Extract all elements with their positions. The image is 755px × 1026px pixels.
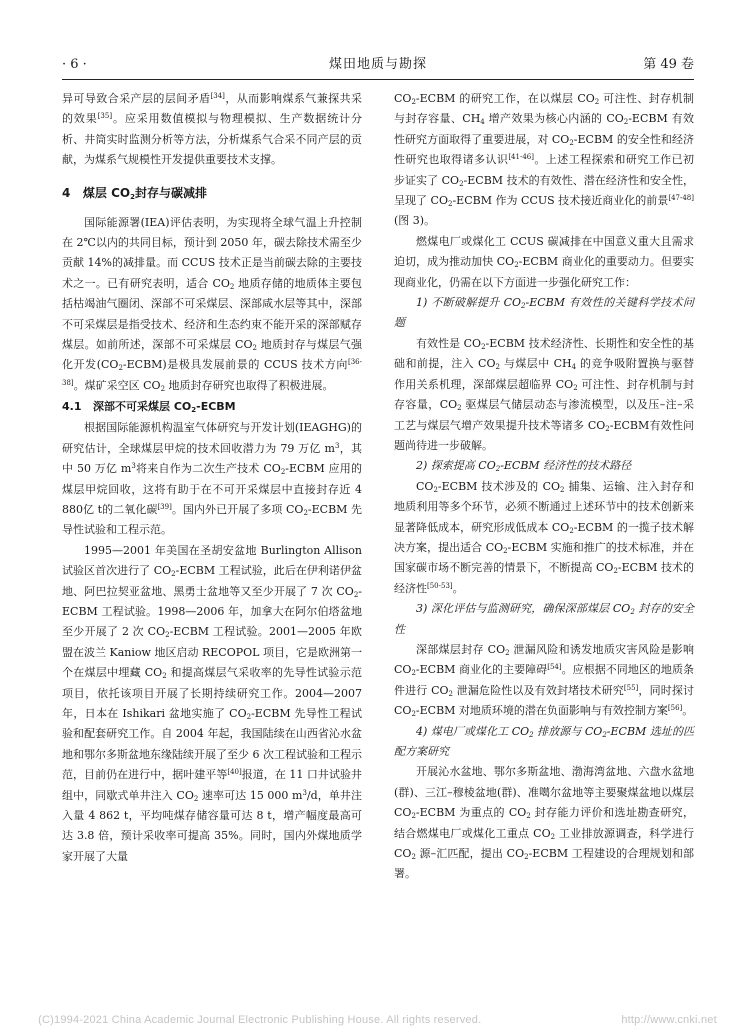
- paragraph: 开展沁水盆地、鄂尔多斯盆地、渤海湾盆地、六盘水盆地(群)、三江–穆棱盆地(群)、准噶尔盆地等主要聚煤盆地以煤层 $CO_2$-ECBM 为重点的 $CO_2$ 封存能力评价和选址勘查研究，结合燃煤电厂或煤化工重点 $CO_2$ 工业排放源调查，科学进行 $CO_2$ 源–汇匹配，提出 $CO_2$-ECBM 工程建设的合理规划和部署。: [394, 765, 695, 881]
- paragraph: 根据国际能源机构温室气体研究与开发计划(IEAGHG)的研究估计，全球煤层甲烷的技术回收潜力为 79 万亿 $m^3$，其中 50 万亿 $m^3$将来自作为二次生产技术 $CO_2$-ECBM 应用的煤层甲烷回收，这将有助于在不可开采煤层中直接封存近 4 880亿 t的二氧化碳[39]。国内外已开展了多项 $CO_2$-ECBM 先导性试验和工程示范。: [62, 421, 363, 537]
- subheading-3: 3) 深化评估与监测研究，确保深部煤层 $CO_2$ 封存的安全性: [394, 602, 694, 636]
- footer-url: http://www.cnki.net: [621, 1014, 717, 1026]
- right-column: [394, 89, 694, 885]
- header-rule: [62, 79, 694, 80]
- paragraph: 深部煤层封存 $CO_2$ 泄漏风险和诱发地质灾害风险是影响 $CO_2$-ECBM 商业化的主要障碍[54]。应根据不同地区的地质条件进行 $CO_2$ 泄漏危险性以及有效封堵技术研究[55]，同时探讨 $CO_2$-ECBM 对地质环境的潜在负面影响与有效控制方案[56]。: [394, 642, 695, 719]
- copyright-text: (C)1994-2021 China Academic Journal Electronic Publishing House. All rights reserved.: [38, 1014, 482, 1026]
- left-column: [62, 89, 362, 867]
- paragraph: $CO_2$-ECBM 技术涉及的 $CO_2$ 捕集、运输、注入封存和地质利用等多个环节，必须不断通过上述环节中的技术创新来显著降低成本，研究形成低成本 $CO_2$-ECBM 的一揽子技术解决方案，提出适合 $CO_2$-ECBM 实施和推广的技术标准，并在国家碳市场不断完善的情景下，不断提高 $CO_2$-ECBM 技术的经济性[50-53]。: [394, 479, 694, 595]
- paragraph: 1995—2001 年美国在圣胡安盆地 Burlington Allison 试验区首次进行了 $CO_2$-ECBM 工程试验，此后在伊利诺伊盆地、阿巴拉契亚盆地、黑勇士盆地等又至少开展了 7 次 $CO_2$-ECBM 工程试验。1998—2006 年，加拿大在阿尔伯塔盆地至少开展了 2 次 $CO_2$-ECBM 工程试验。2001—2005 年欧盟在波兰 Kaniow 地区启动 RECOPOL 项目，它是欧洲第一个在煤层中埋藏 $CO_2$ 和提高煤层气采收率的先导性试验示范项目，依托该项目开展了长期持续研究工作。2004—2007 年，日本在 Ishikari 盆地实施了 $CO_2$-ECBM 先导性工程试验和配套研究工作。自 2004 年起，我国陆续在山西省沁水盆地和鄂尔多斯盆地东缘陆续开展了至少 6 次工程试验和工程示范，目前仍在进行中，据叶建平等[40]报道，在 11 口井试验井组中，同歇式单井注入 $CO_2$ 速率可达 15 000 $m^3/d$，单井注入量 4 862 t，平均吨煤存储容量可达 8 t，增产幅度最高可达 3.8 倍，预计采收率可提高 35%。同时，国内外煤地质学家开展了大量: [62, 543, 362, 863]
- subheading-2: 2) 探索提高 $CO_2$-ECBM 经济性的技术路径: [416, 459, 632, 474]
- paragraph: 有效性是 $CO_2$-ECBM 技术经济性、长期性和安全性的基础和前提，注入 $CO_2$ 与煤层中 $CH_4$ 的竞争吸附置换与驱替作用关系机理，深部煤层超临界 $CO_2$ 可注性、封存机制与封存容量，$CO_2$ 驱煤层气储层动态与渗流模型，以及压–注–采工艺与煤层气增产效果提升技术等诸多 $CO_2$-ECBM有效性问题尚待进一步破解。: [394, 336, 695, 452]
- paragraph-continued: 异可导致合采产层的层间矛盾[34]，从而影响煤系气兼探共采的效果[35]。应采用数值模拟与物理模拟、生产数据统计分析、井筒实时监测分析等方法，分析煤系气合采不同产层的贡献，为煤系气规模性开发提供重要技术支撑。: [62, 92, 363, 167]
- journal-title: 煤田地质与勘探: [328, 57, 427, 72]
- paragraph-continued: $CO_2$-ECBM 的研究工作，在以煤层 $CO_2$ 可注性、封存机制与封存容量、$CH_4$ 增产效果为核心内涵的 $CO_2$-ECBM 有效性研究方面取得了重要进展，对 $CO_2$-ECBM 的安全性和经济性研究也取得诸多认识[41-46]。上述工程探索和研究工作已初步证实了 $CO_2$-ECBM 技术的有效性、潜在经济性和安全性，呈现了 $CO_2$-ECBM 作为 CCUS 技术接近商业化的前景[47-48](图 3)。: [394, 92, 695, 228]
- volume-label: 第 49 卷: [643, 57, 694, 72]
- footer-watermark: [0, 1014, 755, 1026]
- subheading-4: 4) 煤电厂或煤化工 $CO_2$ 排放源与 $CO_2$-ECBM 选址的匹配方案研究: [394, 724, 694, 758]
- section-heading-4: 4 煤层 $CO_2$封存与碳减排: [62, 185, 207, 201]
- paragraph: 国际能源署(IEA)评估表明，为实现将全球气温上升控制在 2℃以内的共同目标，预计到 2050 年，碳去除技术需至少贡献 14%的减排量。而 CCUS 技术正是当前碳去除的主要技术之一。已有研究表明，适合 $CO_2$ 地质存储的地质体主要包括枯竭油气圈闭、深部不可采煤层、深部咸水层等其中，深部不可采煤层是指受技术、经济和生态约束不能开采的深部赋存煤层。如前所述，深部不可采煤层 $CO_2$ 地质封存与煤层气强化开发$(CO_2-ECBM)$是极具发展前景的 CCUS 技术方向[36-38]。煤矿采空区 $CO_2$ 地质封存研究也取得了积极进展。: [62, 215, 363, 393]
- section-heading-4-1: 4.1 深部不可采煤层 $CO_2$-ECBM: [62, 400, 236, 415]
- subheading-1: 1) 不断破解提升 $CO_2$-ECBM 有效性的关键科学技术问题: [394, 296, 695, 330]
- paragraph: 燃煤电厂或煤化工 CCUS 碳减排在中国意义重大且需求迫切，成为推动加快 $CO_2$-ECBM 商业化的重要动力。但要实现商业化，仍需在以下方面进一步强化研究工作：: [394, 234, 694, 289]
- page-header: [62, 54, 694, 76]
- page-number: · 6 ·: [62, 57, 87, 72]
